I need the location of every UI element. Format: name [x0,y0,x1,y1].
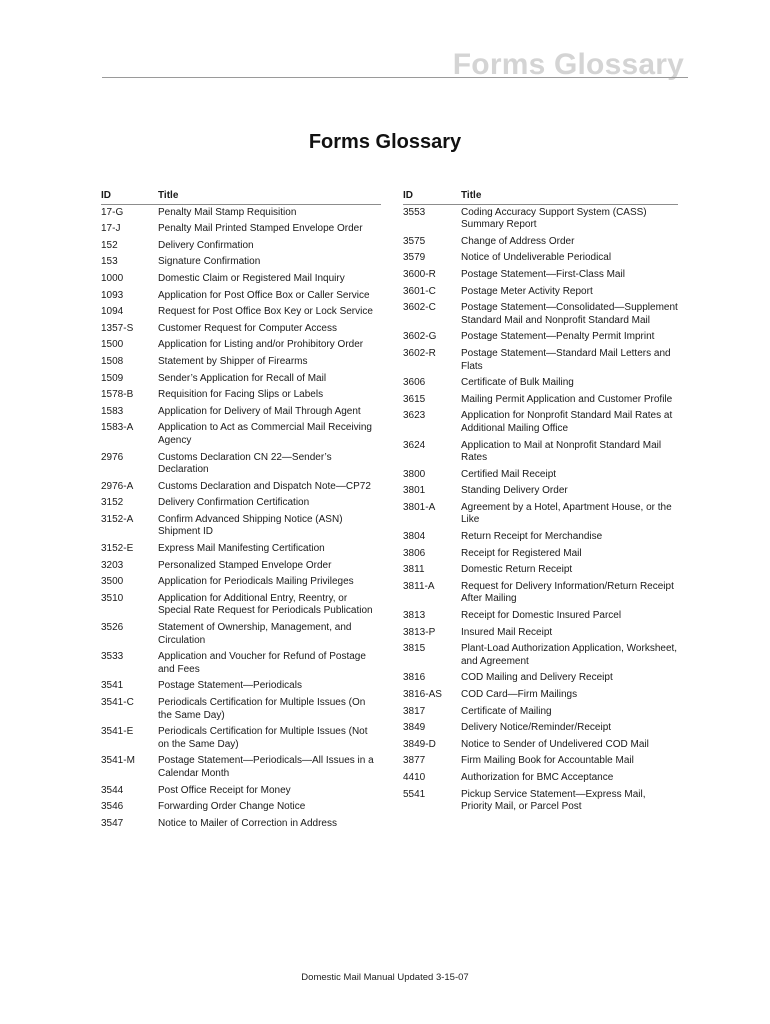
table-row [101,389,381,402]
table-header [403,190,678,205]
form-id: 3510 [101,592,124,604]
form-title: Certified Mail Receipt [461,468,557,480]
form-id: 3152 [101,497,124,509]
form-title: Penalty Mail Printed Stamped Envelope Order [158,223,363,235]
table-row [403,564,678,577]
form-id: 3579 [403,252,426,264]
form-title: Customs Declaration CN 22—Sender’s Declaration [158,451,332,476]
form-title: Return Receipt for Merchandise [461,531,603,543]
form-title: Certificate of Mailing [461,705,552,717]
form-id: 3624 [403,439,426,451]
form-id: 3575 [403,235,426,247]
table-row [101,452,381,477]
form-title: Statement by Shipper of Firearms [158,355,308,367]
table-header [101,190,381,205]
form-title: Mailing Permit Application and Customer Profile [461,393,673,405]
form-title: Delivery Confirmation [158,239,254,251]
table-row [101,481,381,494]
title-column-header: Title [461,190,482,201]
form-title: Notice to Sender of Undelivered COD Mail [461,738,649,750]
form-id: 3804 [403,531,426,543]
form-id: 3541-M [101,755,135,767]
form-title: Application to Mail at Nonprofit Standard Mail Rates [461,439,662,464]
table-row [101,543,381,556]
table-row [101,755,381,780]
form-id: 3813-P [403,626,436,638]
form-id: 3547 [101,817,124,829]
form-id: 17-J [101,223,121,235]
form-title: COD Card—Firm Mailings [461,689,578,700]
table-rows [101,207,381,831]
form-title: Statement of Ownership, Management, and Circulation [158,622,352,646]
form-title: Application for Periodicals Mailing Privileges [158,576,354,588]
form-id: 3800 [403,468,426,480]
form-id: 3801-A [403,501,436,513]
form-title: Application for Delivery of Mail Through Agent [158,405,361,417]
table-row [403,394,678,407]
form-id: 3541 [101,680,124,692]
form-id: 3615 [403,393,426,405]
table-row [101,697,381,722]
table-row [403,548,678,561]
table-row [403,331,678,344]
table-row [403,755,678,768]
page-title: Forms Glossary [308,131,462,153]
form-title: Notice of Undeliverable Periodical [461,252,612,264]
form-title: Personalized Stamped Envelope Order [158,559,332,571]
form-title: Change of Address Order [461,235,575,247]
form-id: 1500 [101,339,124,351]
form-title: Signature Confirmation [158,256,261,268]
form-title: Application for Additional Entry, Reentry, or Special Rate Request for Periodicals Publication [158,592,373,617]
table-row [403,377,678,390]
form-id: 17-G [101,206,124,218]
table-row [403,706,678,719]
form-id: 1357-S [101,322,134,334]
table-row [403,581,678,606]
form-title: Application to Act as Commercial Mail Receiving Agency [158,422,372,446]
form-id: 1094 [101,306,124,318]
form-title: Notice to Mailer of Correction in Address [158,817,337,829]
form-title: Insured Mail Receipt [461,626,553,638]
table-row [101,406,381,419]
table-row [101,207,381,220]
form-id: 1508 [101,355,124,367]
table-row [403,469,678,482]
table-row [403,410,678,435]
table-row [101,651,381,676]
form-id: 2976 [101,451,124,463]
form-title: Coding Accuracy Support System (CASS) Summary Report [461,206,647,231]
table-row [403,531,678,544]
form-id: 1583-A [101,422,134,434]
form-title: Request for Post Office Box Key or Lock Service [158,306,373,318]
table-row [403,440,678,465]
form-title: Requisition for Facing Slips or Labels [158,389,324,401]
form-title: Delivery Confirmation Certification [158,497,310,509]
form-id: 3203 [101,559,124,571]
form-title: Application and Voucher for Refund of Postage and Fees [158,651,366,675]
table-row [101,622,381,647]
table-row [403,252,678,265]
table-row [101,576,381,589]
form-id: 3877 [403,755,426,767]
form-title: Postage Statement—Penalty Permit Imprint [461,331,655,343]
form-id: 3849 [403,722,426,734]
form-title: Certificate of Bulk Mailing [461,377,574,389]
header-rule [102,77,688,78]
table-row [403,627,678,640]
form-title: Confirm Advanced Shipping Notice (ASN) Shipment ID [158,513,343,538]
form-id: 3526 [101,622,124,634]
form-title: Domestic Claim or Registered Mail Inquiry [158,272,345,284]
form-title: Receipt for Registered Mail [461,547,582,559]
form-title: Periodicals Certification for Multiple Issues (On the Same Day) [158,697,366,721]
form-id: 3811 [403,564,425,576]
form-title: Periodicals Certification for Multiple Issues (Not on the Same Day) [158,726,368,750]
form-title: Customs Declaration and Dispatch Note—CP72 [158,480,371,492]
form-title: Post Office Receipt for Money [158,784,291,796]
id-column-header: ID [101,190,111,201]
form-id: 3602-C [403,302,436,314]
form-id: 153 [101,256,118,268]
table-row [101,680,381,693]
form-title: Penalty Mail Stamp Requisition [158,206,297,218]
id-column-header: ID [403,190,413,201]
table-row [101,273,381,286]
table-row [101,290,381,303]
title-column-header: Title [158,190,179,201]
forms-table-left [101,190,381,834]
form-title: Delivery Notice/Reminder/Receipt [461,722,612,734]
table-row [101,306,381,319]
table-row [101,373,381,386]
table-row [403,689,678,702]
form-title: Sender’s Application for Recall of Mail [158,372,327,384]
form-id: 3815 [403,643,426,655]
form-id: 3541-C [101,697,134,708]
form-id: 3606 [403,377,426,389]
form-id: 3849-D [403,738,436,750]
form-id: 3811-A [403,580,435,592]
table-row [403,643,678,668]
form-id: 3816-AS [403,689,442,700]
form-id: 1000 [101,272,124,284]
form-title: Firm Mailing Book for Accountable Mail [461,755,634,767]
form-id: 3553 [403,206,426,218]
page-footer: Domestic Mail Manual Updated 3-15-07 [301,972,469,983]
form-id: 5541 [403,788,426,800]
form-id: 1583 [101,405,124,417]
form-id: 3602-R [403,347,436,359]
table-row [101,356,381,369]
table-row [101,323,381,336]
form-id: 3816 [403,672,426,684]
form-title: Postage Statement—Periodicals [158,680,302,692]
form-id: 3152-E [101,543,134,555]
form-title: Receipt for Domestic Insured Parcel [461,610,622,622]
table-row [403,672,678,685]
table-row [403,739,678,752]
table-row [403,269,678,282]
form-id: 1578-B [101,389,134,401]
form-title: Forwarding Order Change Notice [158,801,306,813]
form-id: 4410 [403,771,426,783]
form-title: Postage Statement—Standard Mail Letters and Flats [461,347,671,372]
table-row [101,422,381,447]
table-row [101,223,381,236]
form-title: Domestic Return Receipt [461,564,573,576]
form-id: 2976-A [101,480,134,492]
form-title: Application for Nonprofit Standard Mail Rates at Additional Mailing Office [461,410,673,434]
form-title: Postage Statement—First-Class Mail [461,268,625,280]
form-title: Customer Request for Computer Access [158,322,337,334]
form-id: 3544 [101,784,124,796]
form-title: Application for Listing and/or Prohibitory Order [158,339,364,351]
form-title: Postage Statement—Consolidated—Supplement Standard Mail and Nonprofit Standard Mail [461,302,678,326]
form-title: Express Mail Manifesting Certification [158,543,325,555]
table-row [101,801,381,814]
form-title: Agreement by a Hotel, Apartment House, or the Like [461,501,672,526]
form-id: 3601-C [403,285,436,297]
table-row [101,339,381,352]
form-title: Postage Meter Activity Report [461,285,593,297]
table-row [101,593,381,618]
table-row [403,485,678,498]
form-id: 3152-A [101,513,134,525]
table-row [403,236,678,249]
form-id: 3801 [403,485,426,497]
table-row [101,785,381,798]
form-id: 3600-R [403,268,436,280]
form-title: Plant-Load Authorization Application, Worksheet, and Agreement [461,643,678,667]
form-id: 3500 [101,576,124,588]
table-row [101,497,381,510]
form-id: 3546 [101,801,124,813]
form-id: 3813 [403,610,426,622]
table-row [403,207,678,232]
form-id: 3817 [403,705,426,717]
table-row [403,348,678,373]
form-id: 3541-E [101,726,134,738]
running-header-title: Forms Glossary [452,48,684,81]
form-id: 1093 [101,289,124,301]
table-row [403,789,678,814]
table-row [101,818,381,831]
forms-table-right [403,190,678,818]
form-id: 152 [101,239,118,251]
table-rows [403,207,678,814]
form-title: Postage Statement—Periodicals—All Issues in a Calendar Month [158,755,374,779]
table-row [403,610,678,623]
form-title: Authorization for BMC Acceptance [461,771,614,783]
form-id: 3533 [101,651,124,663]
table-row [101,726,381,751]
table-row [403,286,678,299]
table-row [403,772,678,785]
table-row [403,502,678,527]
table-row [403,302,678,327]
form-id: 3623 [403,410,426,422]
table-row [101,560,381,573]
form-id: 3602-G [403,331,437,343]
form-title: Pickup Service Statement—Express Mail, Priority Mail, or Parcel Post [461,788,646,813]
form-title: COD Mailing and Delivery Receipt [461,672,613,684]
form-title: Application for Post Office Box or Caller Service [158,289,370,301]
form-id: 1509 [101,372,124,384]
table-row [101,514,381,539]
table-row [101,256,381,269]
form-id: 3806 [403,547,426,559]
table-row [403,722,678,735]
form-title: Request for Delivery Information/Return Receipt After Mailing [461,580,674,605]
table-row [101,240,381,253]
form-title: Standing Delivery Order [461,485,568,497]
